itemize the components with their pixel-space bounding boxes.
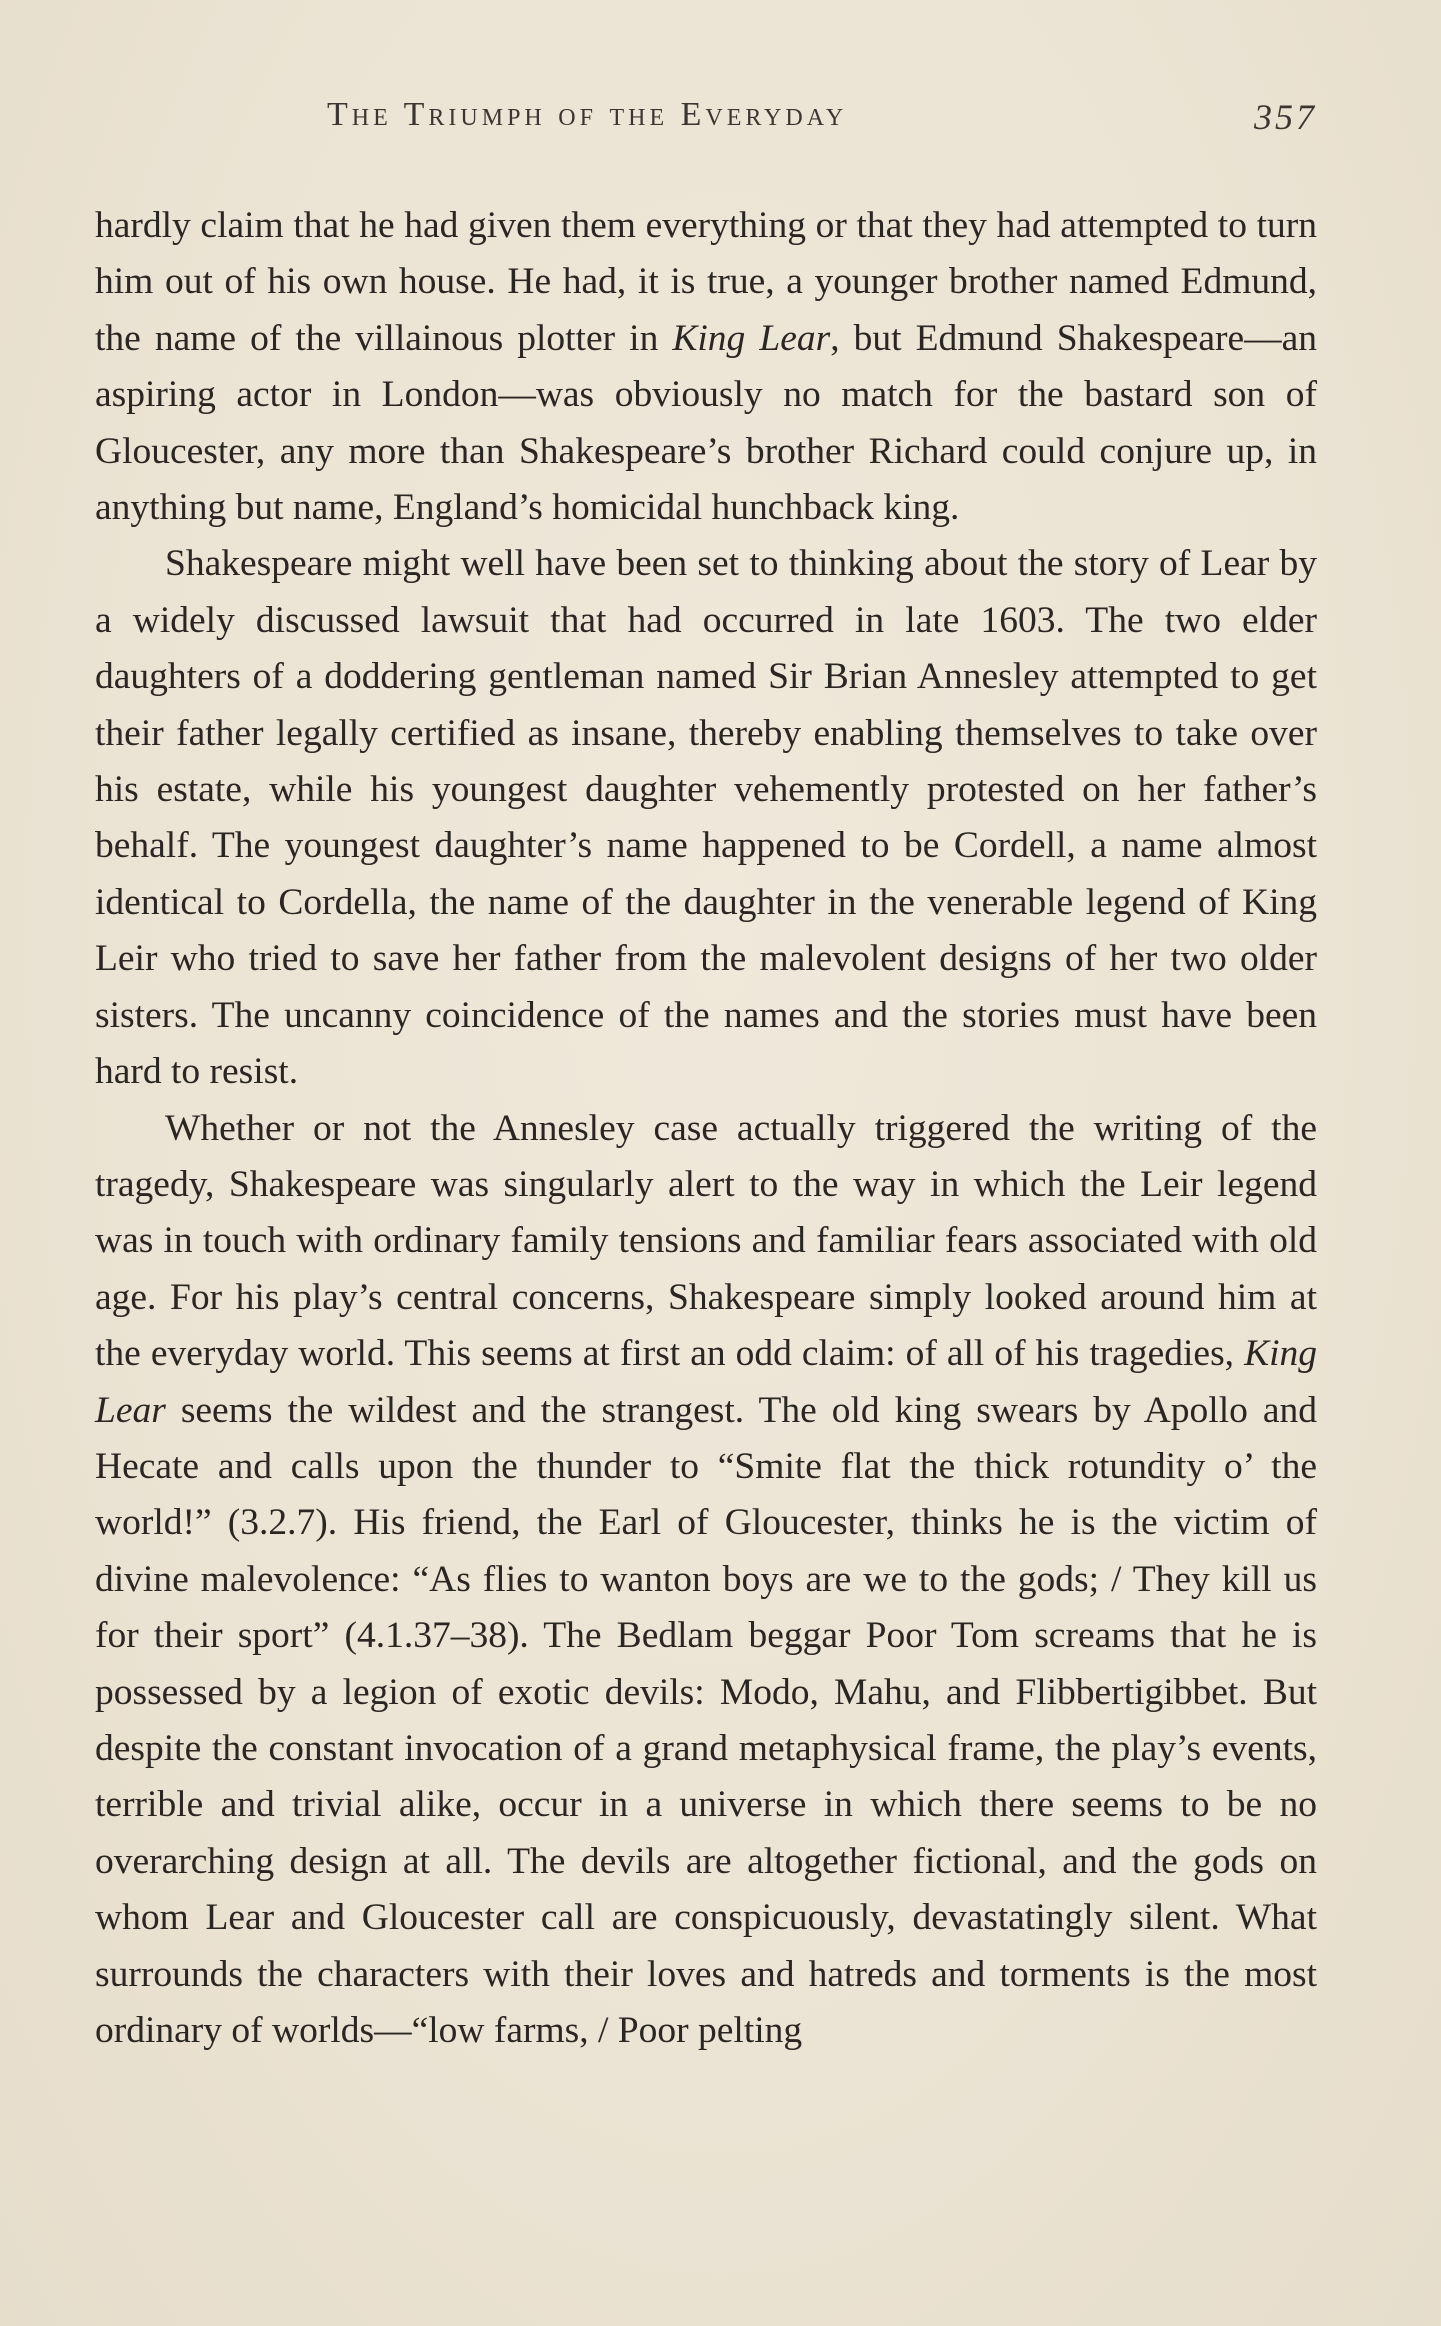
running-header: [95, 96, 1317, 146]
paragraph-1-text-1: hardly claim that he had given them everything or that they had attempted to turn him out of his own house. He had, it is true, a younger brother named Edmund, the name of the villainous plotter in: [95, 205, 1317, 359]
title-king-lear: King Lear: [672, 317, 831, 359]
page-number: 357: [1254, 97, 1317, 137]
paragraph-1: [95, 198, 1317, 536]
running-title: The Triumph of the Everyday: [327, 96, 848, 133]
paragraph-3-text-1: Whether or not the Annesley case actually triggered the writing of the tragedy, Shakespeare was singularly alert to the way in which the Leir legend was in touch with ordinary family tensions and familiar fears associated with old age. For his play’s central concerns, Shakespeare simply looked around him at the everyday world. This seems at first an odd claim: of all of his tragedies,: [95, 1107, 1317, 1375]
paragraph-3: [95, 1101, 1317, 2060]
title-king-lear: King Lear: [95, 1333, 1317, 1431]
paragraph-2: [95, 536, 1317, 1100]
paragraph-2-text: Shakespeare might well have been set to thinking about the story of Lear by a widely discussed lawsuit that had occurred in late 1603. The two elder daughters of a doddering gentleman named Sir Brian Annesley attempted to get their father legally certified as insane, thereby enabling themselves to take over his estate, while his youngest daughter vehemently protested on her father’s behalf. The youngest daughter’s name happened to be Cordell, a name almost identical to Cordella, the name of the daughter in the venerable legend of King Leir who tried to save her father from the malevolent designs of her two older sisters. The uncanny coincidence of the names and the stories must have been hard to resist.: [95, 543, 1317, 1093]
paragraph-1-text-2: , but Edmund Shakespeare—an aspiring actor in London—was obviously no match for the bastard son of Gloucester, any more than Shakespeare’s brother Richard could conjure up, in anything but name, England’s homicidal hunchback king.: [95, 317, 1317, 529]
paragraph-3-text-2: seems the wildest and the strangest. The old king swears by Apollo and Hecate and calls upon the thunder to “Smite flat the thick rotundity o’ the world!” (3.2.7). His friend, the Earl of Gloucester, thinks he is the victim of divine malevolence: “As flies to wanton boys are we to the gods; / They kill us for their sport” (4.1.37–38). The Bedlam beggar Poor Tom screams that he is possessed by a legion of exotic devils: Modo, Mahu, and Flibbertigibbet. But despite the constant invocation of a grand metaphysical frame, the play’s events, terrible and trivial alike, occur in a universe in which there seems to be no overarching design at all. The devils are altogether fictional, and the gods on whom Lear and Gloucester call are conspicuously, devastatingly silent. What surrounds the characters with their loves and hatreds and torments is the most ordinary of worlds—“low farms, / Poor pelting: [95, 1389, 1317, 2051]
body-text: [95, 198, 1317, 2059]
